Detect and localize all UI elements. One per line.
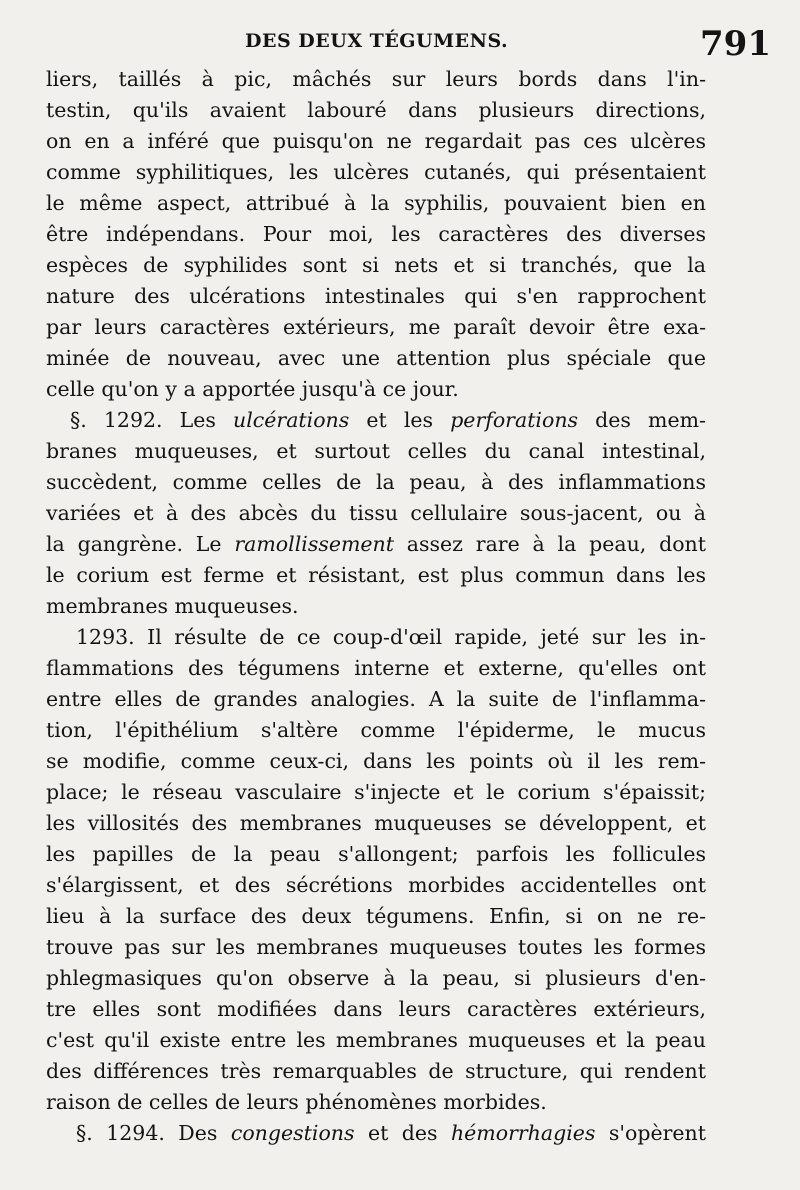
italic-term: ulcérations	[233, 408, 350, 432]
text-line	[46, 870, 706, 901]
text-line	[46, 1087, 706, 1118]
text-line	[46, 467, 706, 498]
text-segment: on en a inféré que puisqu'on ne regardait pas ces ulcères	[46, 129, 706, 153]
text-segment: espèces de syphilides sont si nets et si tranchés, que la	[46, 253, 706, 277]
text-segment: variées et à des abcès du tissu cellulaire sous-jacent, ou à	[46, 501, 706, 525]
text-segment: tion, l'épithélium s'altère comme l'épiderme, le mucus	[46, 718, 706, 742]
text-segment: liers, taillés à pic, mâchés sur leurs bords dans l'in-	[46, 67, 706, 91]
text-line	[46, 653, 706, 684]
text-segment: trouve pas sur les membranes muqueuses toutes les formes	[46, 935, 706, 959]
text-segment: entre elles de grandes analogies. A la suite de l'inflamma-	[46, 687, 706, 711]
text-line	[46, 312, 706, 343]
text-line	[46, 126, 706, 157]
text-segment: les papilles de la peau s'allongent; parfois les follicules	[46, 842, 706, 866]
text-line	[46, 684, 706, 715]
text-segment: 1293. Il résulte de ce coup-d'œil rapide, jeté sur les in-	[76, 625, 706, 649]
body-text	[46, 64, 706, 1149]
text-segment: celle qu'on y a apportée jusqu'à ce jour.	[46, 377, 459, 401]
text-line	[46, 808, 706, 839]
text-segment: minée de nouveau, avec une attention plus spéciale que	[46, 346, 706, 370]
italic-term: ramollissement	[234, 532, 394, 556]
text-segment: et les	[349, 408, 451, 432]
text-line	[46, 219, 706, 250]
page-number: 791	[700, 24, 771, 64]
text-line	[46, 560, 706, 591]
text-line	[46, 932, 706, 963]
text-segment: phlegmasiques qu'on observe à la peau, si plusieurs d'en-	[46, 966, 706, 990]
text-line	[46, 436, 706, 467]
text-segment: flammations des tégumens interne et externe, qu'elles ont	[46, 656, 706, 680]
text-line	[46, 1118, 706, 1149]
text-segment: §. 1294. Des	[76, 1121, 231, 1145]
text-line	[46, 281, 706, 312]
text-line	[46, 622, 706, 653]
text-segment: testin, qu'ils avaient labouré dans plusieurs directions,	[46, 98, 706, 122]
text-line	[46, 188, 706, 219]
text-segment: succèdent, comme celles de la peau, à des inflammations	[46, 470, 706, 494]
text-segment: se modifie, comme ceux-ci, dans les points où il les rem-	[46, 749, 706, 773]
text-segment: par leurs caractères extérieurs, me paraît devoir être exa-	[46, 315, 706, 339]
text-line	[46, 343, 706, 374]
text-line	[46, 1025, 706, 1056]
text-line	[46, 1056, 706, 1087]
text-segment: être indépendans. Pour moi, les caractères des diverses	[46, 222, 706, 246]
text-line	[46, 250, 706, 281]
text-segment: place; le réseau vasculaire s'injecte et le corium s'épaissit;	[46, 780, 706, 804]
text-segment: membranes muqueuses.	[46, 594, 299, 618]
text-segment: le corium est ferme et résistant, est plus commun dans les	[46, 563, 706, 587]
text-line	[46, 746, 706, 777]
text-line	[46, 715, 706, 746]
text-segment: raison de celles de leurs phénomènes morbides.	[46, 1090, 547, 1114]
text-line	[46, 405, 706, 436]
text-segment: s'opèrent	[595, 1121, 706, 1145]
text-line	[46, 591, 706, 622]
text-segment: c'est qu'il existe entre les membranes muqueuses et la peau	[46, 1028, 706, 1052]
italic-term: congestions	[230, 1121, 355, 1145]
text-segment: s'élargissent, et des sécrétions morbides accidentelles ont	[46, 873, 706, 897]
text-segment: et des	[354, 1121, 451, 1145]
text-line	[46, 994, 706, 1025]
text-line	[46, 157, 706, 188]
text-line	[46, 963, 706, 994]
text-segment: le même aspect, attribué à la syphilis, pouvaient bien en	[46, 191, 706, 215]
text-line	[46, 95, 706, 126]
text-segment: nature des ulcérations intestinales qui s'en rapprochent	[46, 284, 706, 308]
text-line	[46, 839, 706, 870]
text-segment: branes muqueuses, et surtout celles du canal intestinal,	[46, 439, 706, 463]
text-segment: tre elles sont modifiées dans leurs caractères extérieurs,	[46, 997, 706, 1021]
text-line	[46, 901, 706, 932]
text-segment: §. 1292. Les	[70, 408, 234, 432]
text-line	[46, 777, 706, 808]
italic-term: perforations	[450, 408, 579, 432]
text-segment: des différences très remarquables de structure, qui rendent	[46, 1059, 706, 1083]
running-head: DES DEUX TÉGUMENS.	[245, 30, 509, 52]
italic-term: hémorrhagies	[450, 1121, 596, 1145]
text-segment: la gangrène. Le	[46, 532, 235, 556]
text-segment: lieu à la surface des deux tégumens. Enfin, si on ne re-	[46, 904, 706, 928]
text-line	[46, 64, 706, 95]
text-segment: assez rare à la peau, dont	[394, 532, 706, 556]
text-segment: comme syphilitiques, les ulcères cutanés, qui présentaient	[46, 160, 706, 184]
text-segment: des mem-	[578, 408, 706, 432]
text-line	[46, 374, 706, 405]
text-line	[46, 498, 706, 529]
text-segment: les villosités des membranes muqueuses se développent, et	[46, 811, 706, 835]
text-line	[46, 529, 706, 560]
